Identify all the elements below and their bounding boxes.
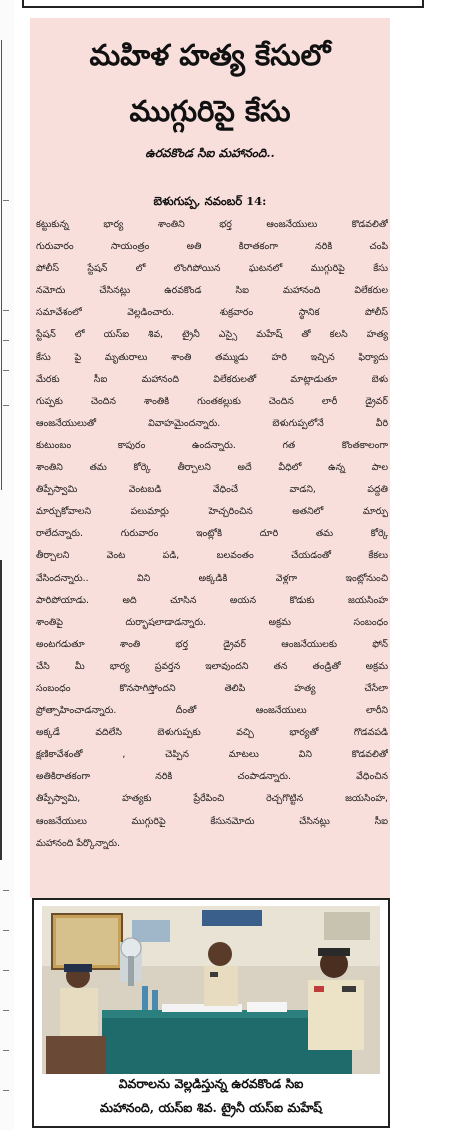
body-line: ఆంజనేయులుతో వివాహమైందన్నారు. బెళుగుప్పలోనే వీరి <box>36 417 388 429</box>
body-line: గుప్పకు చెందిన శాంతికి గుంతకల్లుకు చెందిన లారీ డ్రైవర్ <box>36 395 388 407</box>
body-line: పోలీస్ స్టేషన్ లో లొంగిపోయిన ఘటనలో ముగ్గురిపై కేసు <box>36 263 388 275</box>
press-meet-photo <box>42 906 380 1074</box>
body-line: సంబంధం కొనసాగిస్తోందని తెలిపి హత్య చేసేలా <box>36 682 388 694</box>
body-line: చేసి మీ భార్య ప్రవర్తన ఇలావుందని తన తండ్రితో అక్రమ <box>36 660 388 672</box>
body-line: రాలేదన్నారు. గురువారం ఇంట్లోకి దూరి తమ కోర్కె <box>36 528 388 540</box>
adjacent-box-rule <box>0 560 2 860</box>
adjacent-text-fragment <box>3 190 9 201</box>
adjacent-column-edge <box>0 0 14 1130</box>
headline-line-1: మహిళ హత్య కేసులో <box>89 38 331 72</box>
body-line: ప్రోత్సాహించాడన్నారు. దీంతో ఆంజనేయులు లారీని <box>36 705 388 717</box>
body-line: సమావేశంలో వెల్లడించారు. శుక్రవారం స్థానిక పోలీస్ <box>36 307 388 319</box>
body-line: నమోదు చేసినట్లు ఉరవకొండ సిఐ మహానంది విలేకరుల <box>36 285 388 297</box>
adjacent-text-fragment <box>3 1000 9 1011</box>
body-line: వేసిందన్నారు.. విని అక్కడికి వెళ్లగా ఇంట్లోనుంచి <box>36 572 388 584</box>
adjacent-text-fragment <box>3 395 9 406</box>
adjacent-text-fragment <box>3 1080 9 1091</box>
adjacent-text-fragment <box>3 360 9 371</box>
photo-caption-line-1: వివరాలను వెల్లడిస్తున్న ఉరవకొండ సిఐ <box>118 1076 304 1091</box>
body-line: గురువారం సాయంత్రం అతి కిరాతకంగా నరికి చంపి <box>36 241 388 253</box>
adjacent-text-fragment <box>3 920 9 931</box>
previous-article-border <box>22 0 424 8</box>
headline-line-2: ముగ్గురిపై కేసు <box>129 94 291 128</box>
body-line: మహానంది పేర్కొన్నారు. <box>36 837 121 849</box>
body-line: కేసు పై మృతురాలు శాంతి తమ్ముడు హరి ఇచ్చిన ఫిర్యాదు <box>36 351 388 363</box>
adjacent-text-fragment <box>3 300 9 311</box>
body-line: స్టేషన్ లో యస్ఐ శివ, ట్రైనీ ఎస్సై మహేష్ తో కలసి హత్య <box>36 329 388 341</box>
body-line: శాంతిపై దుర్భాషలాడాడన్నారు. అక్రమ సంబంధం <box>36 616 388 628</box>
body-line: క్షణికావేశంతో , చెప్పిన మాటలు విని కొడవలితో <box>36 749 388 761</box>
body-line: అక్కడే వదిలేసి బెళుగుప్పకు వచ్చి భార్యతో గొడవపడి <box>36 727 388 739</box>
body-line: ఆంజనేయులు ముగ్గురిపై కేసునమోదు చేసినట్లు సీఐ <box>36 815 388 827</box>
adjacent-text-fragment <box>3 880 9 891</box>
body-line: తీర్చాలని వెంట పడి, బలవంతం చేయడంతో కేకలు <box>36 550 388 562</box>
body-line: శాంతిని తమ కోర్కె తీర్చాలని అదే వీధిలో ఉన్న పాల <box>36 462 388 474</box>
body-line: పారిపోయాడు. అది చూసిన అయన కొడుకు జయసింహ <box>36 594 388 606</box>
body-line: మార్చుకోవాలని పలుమార్లు హెచ్చరించిన అతనిలో మార్పు <box>36 506 388 518</box>
dateline: బెళుగుప్ప, నవంబర్ 14: <box>153 194 267 208</box>
photo-frame <box>32 898 390 1128</box>
subheadline: ఉరవకొండ సిఐ మహానంది.. <box>145 146 275 160</box>
body-line: తిప్పేస్వామి వెంటబడి వేధించే వాడని, పద్దతి <box>36 484 388 496</box>
body-line: అంటగడుతూ శాంతి భర్త డ్రైవర్ ఆంజనేయులకు ఫోన్ <box>36 638 388 650</box>
adjacent-text-fragment <box>3 960 9 971</box>
body-line: తిప్పేస్వామి, హత్యకు ప్రేరేపించి రెచ్చగొట్టిన జయసింహ, <box>36 793 388 805</box>
body-line: అతికిరాతకంగా నరికి చంపాడన్నారు. వేధించిన <box>36 771 388 783</box>
news-article <box>30 18 390 898</box>
body-line: మేరకు సీఐ మహానంది విలేకరులతో మాట్లాడుతూ బెళు <box>36 373 388 385</box>
body-line: కుటుంబం కాపురం ఉందన్నారు. గత కొంతకాలంగా <box>36 439 388 451</box>
adjacent-text-fragment <box>3 1040 9 1051</box>
body-line: కట్టుకున్న భార్య శాంతిని భర్త ఆంజనేయులు కొడవలితో <box>36 219 388 230</box>
article-body <box>36 214 388 855</box>
adjacent-text-fragment <box>3 330 9 341</box>
adjacent-column-rule <box>1 40 2 490</box>
photo-caption-line-2: మహానంది, యస్ఐ శివ. ట్రైనీ యస్ఐ మహేష్ <box>99 1100 323 1115</box>
